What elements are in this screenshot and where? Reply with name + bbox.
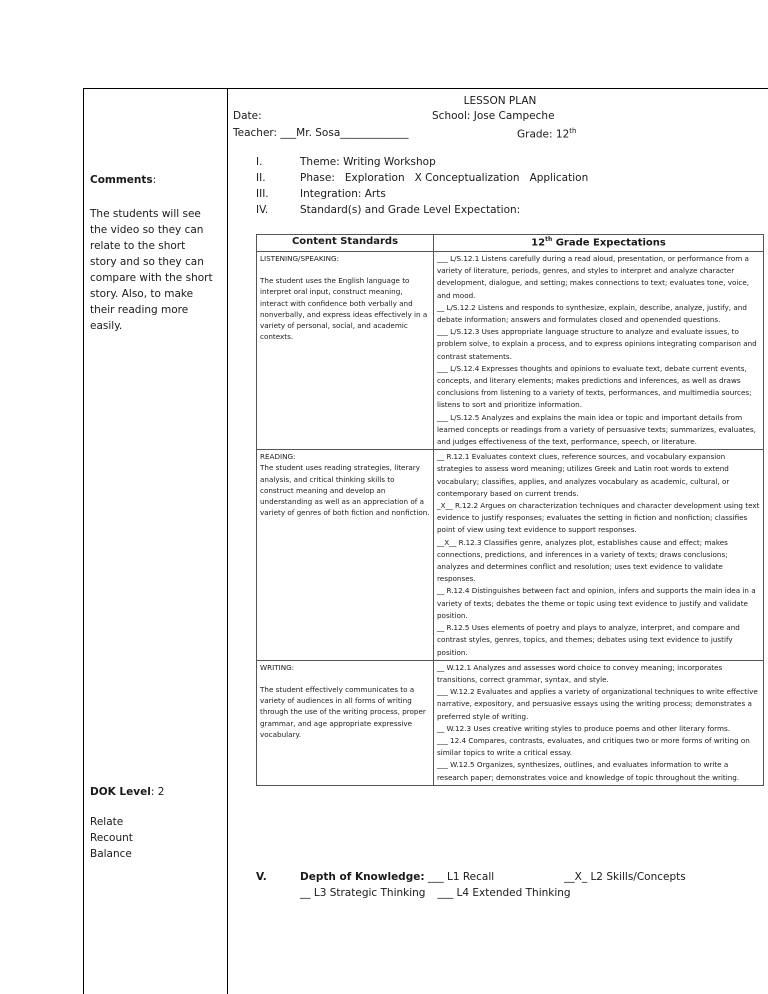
comments-panel xyxy=(90,172,225,334)
dok-section-num: V. xyxy=(256,871,267,883)
expectation-item: ___ W.12.5 Organizes, synthesizes, outlines, and evaluates information to write a research paper; demonstrates voice and knowledge of topic throughout the writing. xyxy=(437,760,740,782)
dok-level-label: DOK Level xyxy=(90,786,151,798)
standard-description: The student uses reading strategies, literary analysis, and critical thinking skills to construct meaning and develop an understanding as well as an appreciation of a variety of genres of both fiction and nonfiction. xyxy=(260,463,430,518)
expectation-item: ___ 12.4 Compares, contrasts, evaluates, and critiques two or more forms of writing on similar topics to write a critical essay. xyxy=(437,735,750,758)
comments-colon: : xyxy=(152,174,157,186)
expectations-cell xyxy=(434,660,764,785)
dok-level-value: : 2 xyxy=(150,786,165,798)
dok-l4: ___ L4 Extended Thinking xyxy=(437,887,571,899)
grade-expectations-header: 12th Grade Expectations xyxy=(434,235,764,252)
expectation-item: ___ W.12.2 Evaluates and applies a variety of organizational techniques to write effective narrative, expository, and persuasive essays using the writing process; demonstrates a preferred style of writing. xyxy=(437,687,758,721)
standard-heading: LISTENING/SPEAKING: xyxy=(260,254,340,263)
table-row xyxy=(257,450,764,660)
outline-text: Standard(s) and Grade Level Expectation: xyxy=(300,204,521,216)
lesson-outline xyxy=(256,154,598,218)
dok-level-item: Recount xyxy=(90,832,133,844)
content-standards-header: Content Standards xyxy=(257,235,434,252)
phase-conceptualization: X Conceptualization xyxy=(414,172,520,184)
standard-description: The student uses the English language to interpret oral input, construct meaning, interact with confidence both verbally and nonverbally, and express ideas effectively in a variety of personal, social, and academic contexts. xyxy=(260,276,428,342)
comments-label: Comments xyxy=(90,174,153,186)
expectation-item: _X__ R.12.2 Argues on characterization techniques and character development using text evidence to justify responses; evaluates the setting in fiction and nonfiction; classifies point of view using text evidence to support responses. xyxy=(437,501,760,535)
expectation-item: __ R.12.1 Evaluates context clues, reference sources, and vocabulary expansion strategies to assess word meaning; utilizes Greek and Latin root words to extend vocabulary; classifies, applies, and analyzes vocabulary as academic, cultural, or contemporary based on current trends. xyxy=(437,452,730,498)
dok-l2: __X_ L2 Skills/Concepts xyxy=(564,871,686,883)
teacher-field: Teacher: ___Mr. Sosa_____________ xyxy=(233,127,409,139)
dok-level-item: Relate xyxy=(90,816,124,828)
outline-text: Integration: Arts xyxy=(300,188,386,200)
expectation-item: ___ L/S.12.5 Analyzes and explains the main idea or topic and important details from learned concepts or readings from a variety of persuasive texts; summarizes, evaluates, and judges effectiveness of the text, performance, speech, or literature. xyxy=(437,412,756,447)
standard-cell xyxy=(257,660,434,785)
outline-num: IV. xyxy=(256,204,269,216)
standard-heading: READING: xyxy=(260,452,296,462)
outline-num: II. xyxy=(256,172,266,184)
dok-panel xyxy=(90,784,225,862)
expectation-item: __ R.12.4 Distinguishes between fact and opinion, infers and supports the main idea in a variety of texts; debates the theme or topic using text evidence to justify and validate position. xyxy=(437,586,756,620)
phase-label: Phase: xyxy=(300,172,335,184)
standard-heading: WRITING: xyxy=(260,662,295,672)
lesson-plan-title: LESSON PLAN xyxy=(463,95,537,107)
dok-l3: __ L3 Strategic Thinking xyxy=(300,887,426,899)
standard-description: The student effectively communicates to a variety of audiences in all forms of writing through the use of the writing process, proper grammar, and age appropriate expressive vocabulary. xyxy=(260,684,426,739)
expectation-item: __ W.12.3 Uses creative writing styles to produce poems and other literary forms. xyxy=(437,723,731,733)
table-row xyxy=(257,252,764,450)
grade-field xyxy=(517,127,576,141)
dok-l1: ___ L1 Recall xyxy=(424,871,495,883)
grade-sup: th xyxy=(569,127,577,135)
outline-num: I. xyxy=(256,156,263,168)
comments-body: The students will see the video so they can relate to the short story and so they can compare with the short story. Also, to make their reading more easily. xyxy=(90,208,213,332)
depth-of-knowledge-section xyxy=(256,869,686,901)
expectation-item: ___ L/S.12.1 Listens carefully during a read aloud, presentation, or performance from a variety of literature, periods, genres, and styles to interpret and analyze character development, dialogue, and setting; makes connections to text; evaluates tone, voice, and mood. xyxy=(437,254,750,300)
expectation-item: __ R.12.5 Uses elements of poetry and plays to analyze, interpret, and compare and contrast styles, genres, topics, and themes; debates using text evidence to justify position. xyxy=(437,623,740,657)
column-divider xyxy=(227,88,228,994)
dok-level-item: Balance xyxy=(90,848,132,860)
outline-num: III. xyxy=(256,188,269,200)
standards-table xyxy=(256,234,764,786)
dok-section-label: Depth of Knowledge: xyxy=(300,871,425,883)
expectation-item: __X__ R.12.3 Classifies genre, analyzes plot, establishes cause and effect; makes connections, predictions, and inferences in a variety of texts; draws conclusions; analyzes and determines conflict and resolution; uses text evidence to validate responses. xyxy=(437,537,728,584)
outline-text: Theme: Writing Workshop xyxy=(300,156,436,168)
phase-application: Application xyxy=(529,172,589,184)
school-field: School: Jose Campeche xyxy=(432,110,555,122)
expectations-cell xyxy=(434,252,764,450)
phase-exploration: Exploration xyxy=(344,172,405,184)
grade-text: Grade: 12 xyxy=(517,128,570,141)
date-field: Date: xyxy=(233,110,262,122)
table-row xyxy=(257,660,764,785)
expectation-item: ___ L/S.12.4 Expresses thoughts and opinions to evaluate text, debate current events, concepts, and literary elements; makes predictions and inferences, as well as draws conclusions from listening to a variety of texts, performances, and multimedia sources; listens to sort and prioritize information. xyxy=(437,363,752,410)
expectation-item: __ W.12.1 Analyzes and assesses word choice to convey meaning; incorporates transitions, correct grammar, syntax, and style. xyxy=(437,662,723,684)
expectations-cell xyxy=(434,450,764,660)
standard-cell xyxy=(257,252,434,450)
standard-cell xyxy=(257,450,434,660)
expectation-item: ___ L/S.12.3 Uses appropriate language structure to analyze and evaluate issues, to problem solve, to explain a process, and to express opinions integrating comparison and contrast statements. xyxy=(437,327,757,361)
expectation-item: __ L/S.12.2 Listens and responds to synthesize, explain, describe, analyze, justify, and debate information; answers and formulates closed and openended questions. xyxy=(437,302,747,325)
